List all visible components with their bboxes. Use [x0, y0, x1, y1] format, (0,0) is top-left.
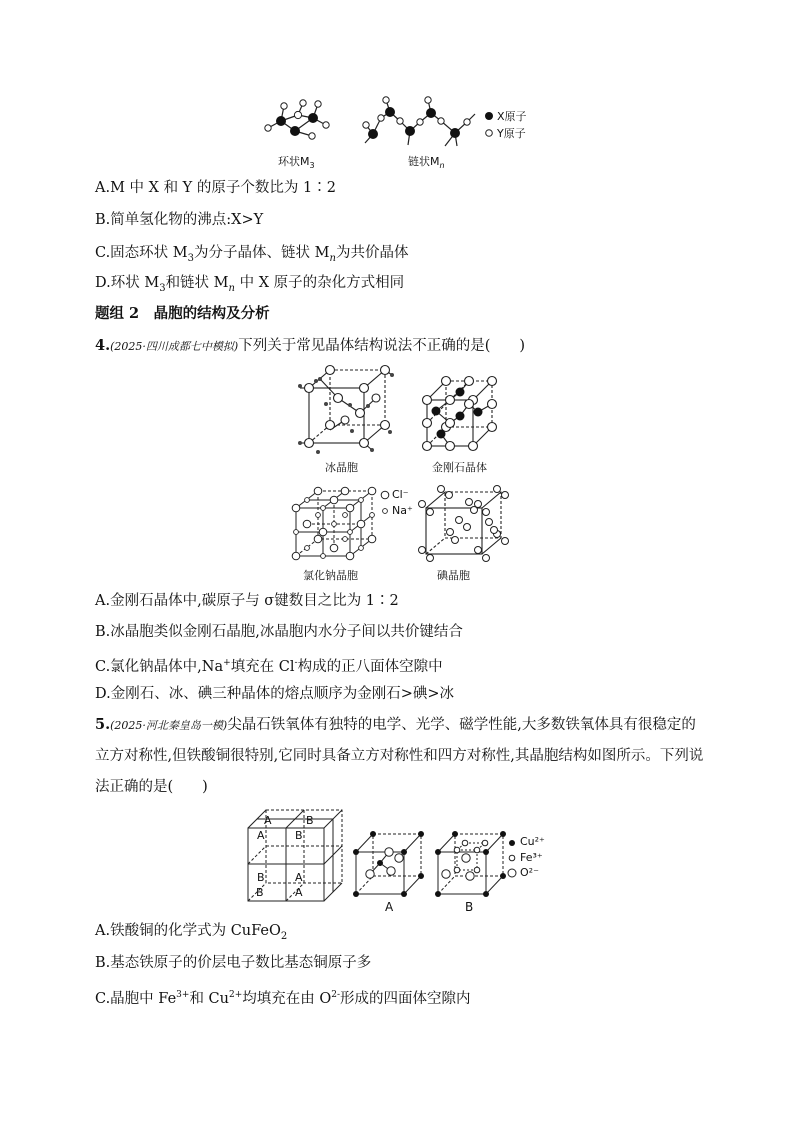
q3-option-a: A.M 中 X 和 Y 的原子个数比为 1∶2: [95, 180, 336, 196]
cube-a-caption: A: [385, 900, 394, 914]
grid-label: B: [295, 829, 303, 842]
legend-y-atom: Y原子: [497, 127, 526, 140]
q4-stem: 4.(2025·四川成都七中模拟)下列关于常见晶体结构说法不正确的是( ): [95, 337, 526, 354]
grid-label: B: [256, 886, 264, 899]
grid-label: B: [257, 871, 265, 884]
q4-option-c: C.氯化钠晶体中,Na+填充在 Cl-构成的正八面体空隙中: [95, 658, 443, 675]
grid-label: A: [295, 886, 303, 899]
grid-label: A: [264, 814, 272, 827]
grid-label: A: [257, 829, 265, 842]
grid-label: A: [295, 871, 303, 884]
legend-cl: Cl⁻: [392, 488, 409, 501]
q3-option-d: D.环状 $M_3$和链状 $M_n$ 中 X 原子的杂化方式相同: [95, 275, 405, 294]
q5-option-c: C.晶胞中 $Fe^{3+}$和 $Cu^{2+}$均填充在由 $O^{2-}$形成的四面体空隙内: [95, 990, 471, 1007]
ice-cell-caption: 冰晶胞: [325, 461, 358, 474]
diamond-caption: 金刚石晶体: [432, 461, 487, 474]
iodine-caption: 碘晶胞: [437, 569, 470, 582]
q5-stem: 5.(2025·河北秦皇岛一模)尖晶石铁氧体有独特的电学、光学、磁学性能,大多数铁氧体具有很稳定的立方对称性,但铁酸铜很特别,它同时具备立方对称性和四方对称性,其晶胞结构如图所示。下列说法正确的是( ): [95, 716, 704, 795]
legend-o: O²⁻: [520, 866, 539, 879]
q3-option-c: C.固态环状 $M_3$为分子晶体、链状 $M_n$为共价晶体: [95, 245, 409, 264]
q4-option-d: D.金刚石、冰、碘三种晶体的熔点顺序为金刚石>碘>冰: [95, 686, 455, 702]
cube-b-caption: B: [465, 900, 474, 914]
ring-m3-caption: 环状$M_3$: [278, 155, 315, 171]
legend-cu: Cu²⁺: [520, 835, 545, 848]
q5-option-a: A.铁酸铜的化学式为 CuFeO$_2$: [95, 923, 288, 942]
legend-na: Na⁺: [392, 504, 413, 517]
legend-fe: Fe³⁺: [520, 851, 543, 864]
legend-x-atom: X原子: [497, 110, 527, 123]
grid-label: B: [306, 814, 314, 827]
chain-mn-caption: 链状$M_n$: [408, 155, 445, 171]
nacl-caption: 氯化钠晶胞: [303, 569, 358, 582]
q4-option-b: B.冰晶胞类似金刚石晶胞,冰晶胞内水分子间以共价键结合: [95, 624, 463, 640]
q3-option-b: B.简单氢化物的沸点:X>Y: [95, 212, 264, 228]
q4-option-a: A.金刚石晶体中,碳原子与 σ键数目之比为 1∶2: [95, 593, 399, 609]
group2-heading: 题组 2 晶胞的结构及分析: [95, 305, 270, 322]
q5-option-b: B.基态铁原子的价层电子数比基态铜原子多: [95, 955, 372, 971]
